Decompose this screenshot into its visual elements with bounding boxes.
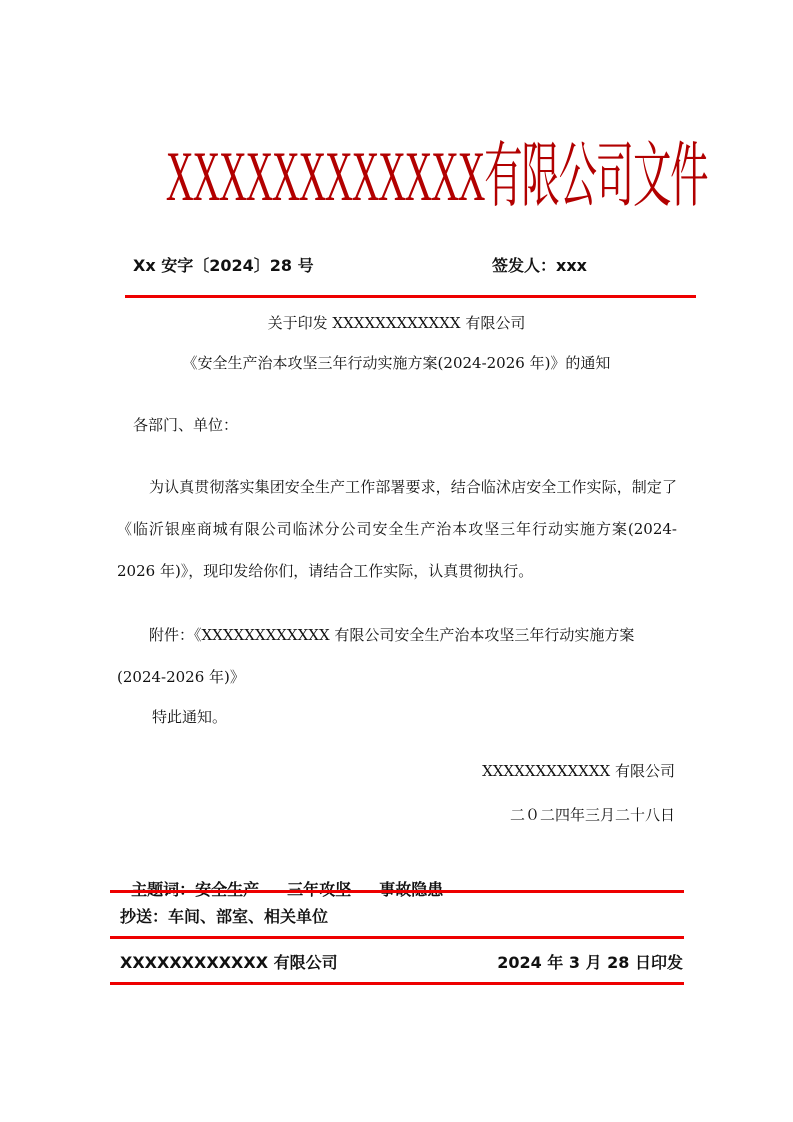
signer	[492, 253, 587, 276]
header-title-text: XXXXXXXXXXXX有限公司文件	[165, 137, 708, 217]
header-red-rule	[125, 295, 696, 298]
printing-date: 2024 年 3 月 28 日印发	[497, 953, 683, 972]
keywords-row	[120, 858, 471, 900]
footer-red-rule-3	[110, 982, 684, 985]
attachment-line: 附件：《XXXXXXXXXXXX 有限公司安全生产治本攻坚三年行动实施方案(2024-2026 年)》	[117, 626, 635, 686]
footer-red-rule-2	[110, 936, 684, 939]
footer-red-rule-1	[110, 890, 684, 893]
issue-date: 二０二四年三月二十八日	[509, 806, 675, 824]
salutation: 各部门、单位：	[133, 416, 239, 434]
closing-text: 特此通知。	[152, 708, 228, 726]
printing-org: XXXXXXXXXXXX 有限公司	[120, 953, 338, 972]
signer-name: xxx	[556, 256, 587, 275]
document-number: Xx 安字〔2024〕28 号	[133, 256, 314, 275]
subject-line-1: 关于印发 XXXXXXXXXXXX 有限公司	[267, 314, 526, 332]
body-paragraph: 为认真贯彻落实集团安全生产工作部署要求，结合临沭店安全工作实际，制定了《临沂银座商城有限公司临沭分公司安全生产治本攻坚三年行动实施方案(2024-2026 年)》，现印发给你们，请结合工作实际，认真贯彻执行。	[117, 478, 677, 580]
cc-line: 抄送：车间、部室、相关单位	[120, 907, 329, 926]
document-header-title	[0, 132, 793, 222]
subject-line-2: 《安全生产治本攻坚三年行动实施方案(2024-2026 年)》的通知	[182, 354, 611, 372]
issuer-name: XXXXXXXXXXXX 有限公司	[482, 762, 675, 780]
signer-label: 签发人：	[492, 256, 557, 275]
